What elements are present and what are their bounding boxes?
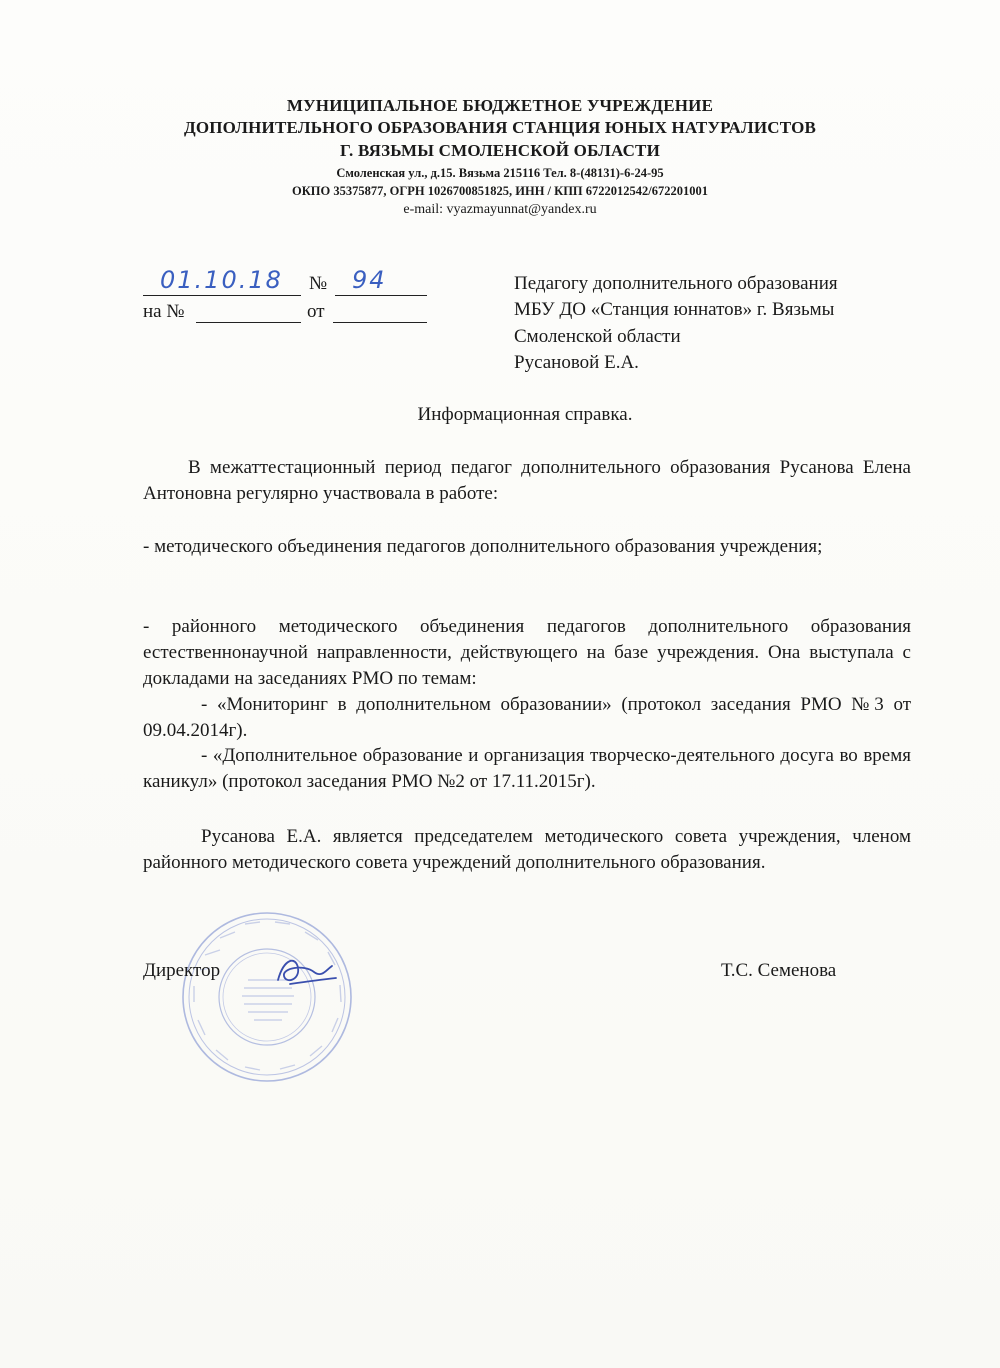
letterhead-line-2: ДОПОЛНИТЕЛЬНОГО ОБРАЗОВАНИЯ СТАНЦИЯ ЮНЫХ НАТУРАЛИСТОВ — [183, 118, 817, 137]
paragraph-district-association: - районного методического объединения педагогов дополнительного образования естественнонаучной направленности, действующего на базе учреждения. Она выступала с докладами на заседаниях РМО по темам: — [143, 616, 911, 689]
document-title: Информационная справка. — [417, 404, 633, 425]
number-blank — [335, 295, 427, 296]
in-reply-label: на № — [143, 301, 185, 322]
signatory-name: Т.С. Семенова — [721, 960, 837, 981]
handwritten-number: 94 — [352, 266, 387, 294]
in-reply-blank — [196, 322, 301, 323]
handwritten-date: 01.10.18 — [160, 266, 283, 294]
organization-seal — [180, 910, 355, 1085]
paragraph-methodical-association: - методического объединения педагогов дополнительного образования учреждения; — [143, 536, 823, 557]
paragraph-council-chair: Русанова Е.А. является председателем методического совета учреждения, членом районного методического совета учреждений дополнительного образования. — [143, 826, 911, 873]
number-label: № — [309, 273, 328, 294]
recipient-line-4: Русановой Е.А. — [514, 352, 639, 373]
paragraph-topic-monitoring: - «Мониторинг в дополнительном образовании» (протокол заседания РМО №3 от 09.04.2014г). — [143, 694, 911, 741]
recipient-line-1: Педагогу дополнительного образования — [514, 273, 838, 294]
letterhead-codes: ОКПО 35375877, ОГРН 1026700851825, ИНН / КПП 6722012542/672201001 — [291, 184, 708, 198]
date-blank — [143, 295, 301, 296]
director-signature — [270, 950, 340, 995]
paragraph-period: В межаттестационный период педагог дополнительного образования Русанова Елена Антоновна регулярно участвовала в работе: — [143, 457, 911, 504]
from-blank — [333, 322, 427, 323]
letterhead-address: Смоленская ул., д.15. Вязьма 215116 Тел. 8-(48131)-6-24-95 — [336, 166, 664, 180]
from-label: от — [307, 301, 325, 322]
letterhead-line-1: МУНИЦИПАЛЬНОЕ БЮДЖЕТНОЕ УЧРЕЖДЕНИЕ — [286, 96, 714, 115]
recipient-line-3: Смоленской области — [514, 326, 681, 347]
letterhead-email: e-mail: vyazmayunnat@yandex.ru — [403, 202, 597, 217]
signatory-position: Директор — [143, 960, 221, 981]
recipient-line-2: МБУ ДО «Станция юннатов» г. Вязьмы — [514, 299, 835, 320]
letterhead-line-3: Г. ВЯЗЬМЫ СМОЛЕНСКОЙ ОБЛАСТИ — [339, 141, 661, 160]
paragraph-topic-leisure: - «Дополнительное образование и организация творческо-деятельного досуга во время каникул» (протокол заседания РМО №2 от 17.11.2015г). — [143, 745, 911, 792]
